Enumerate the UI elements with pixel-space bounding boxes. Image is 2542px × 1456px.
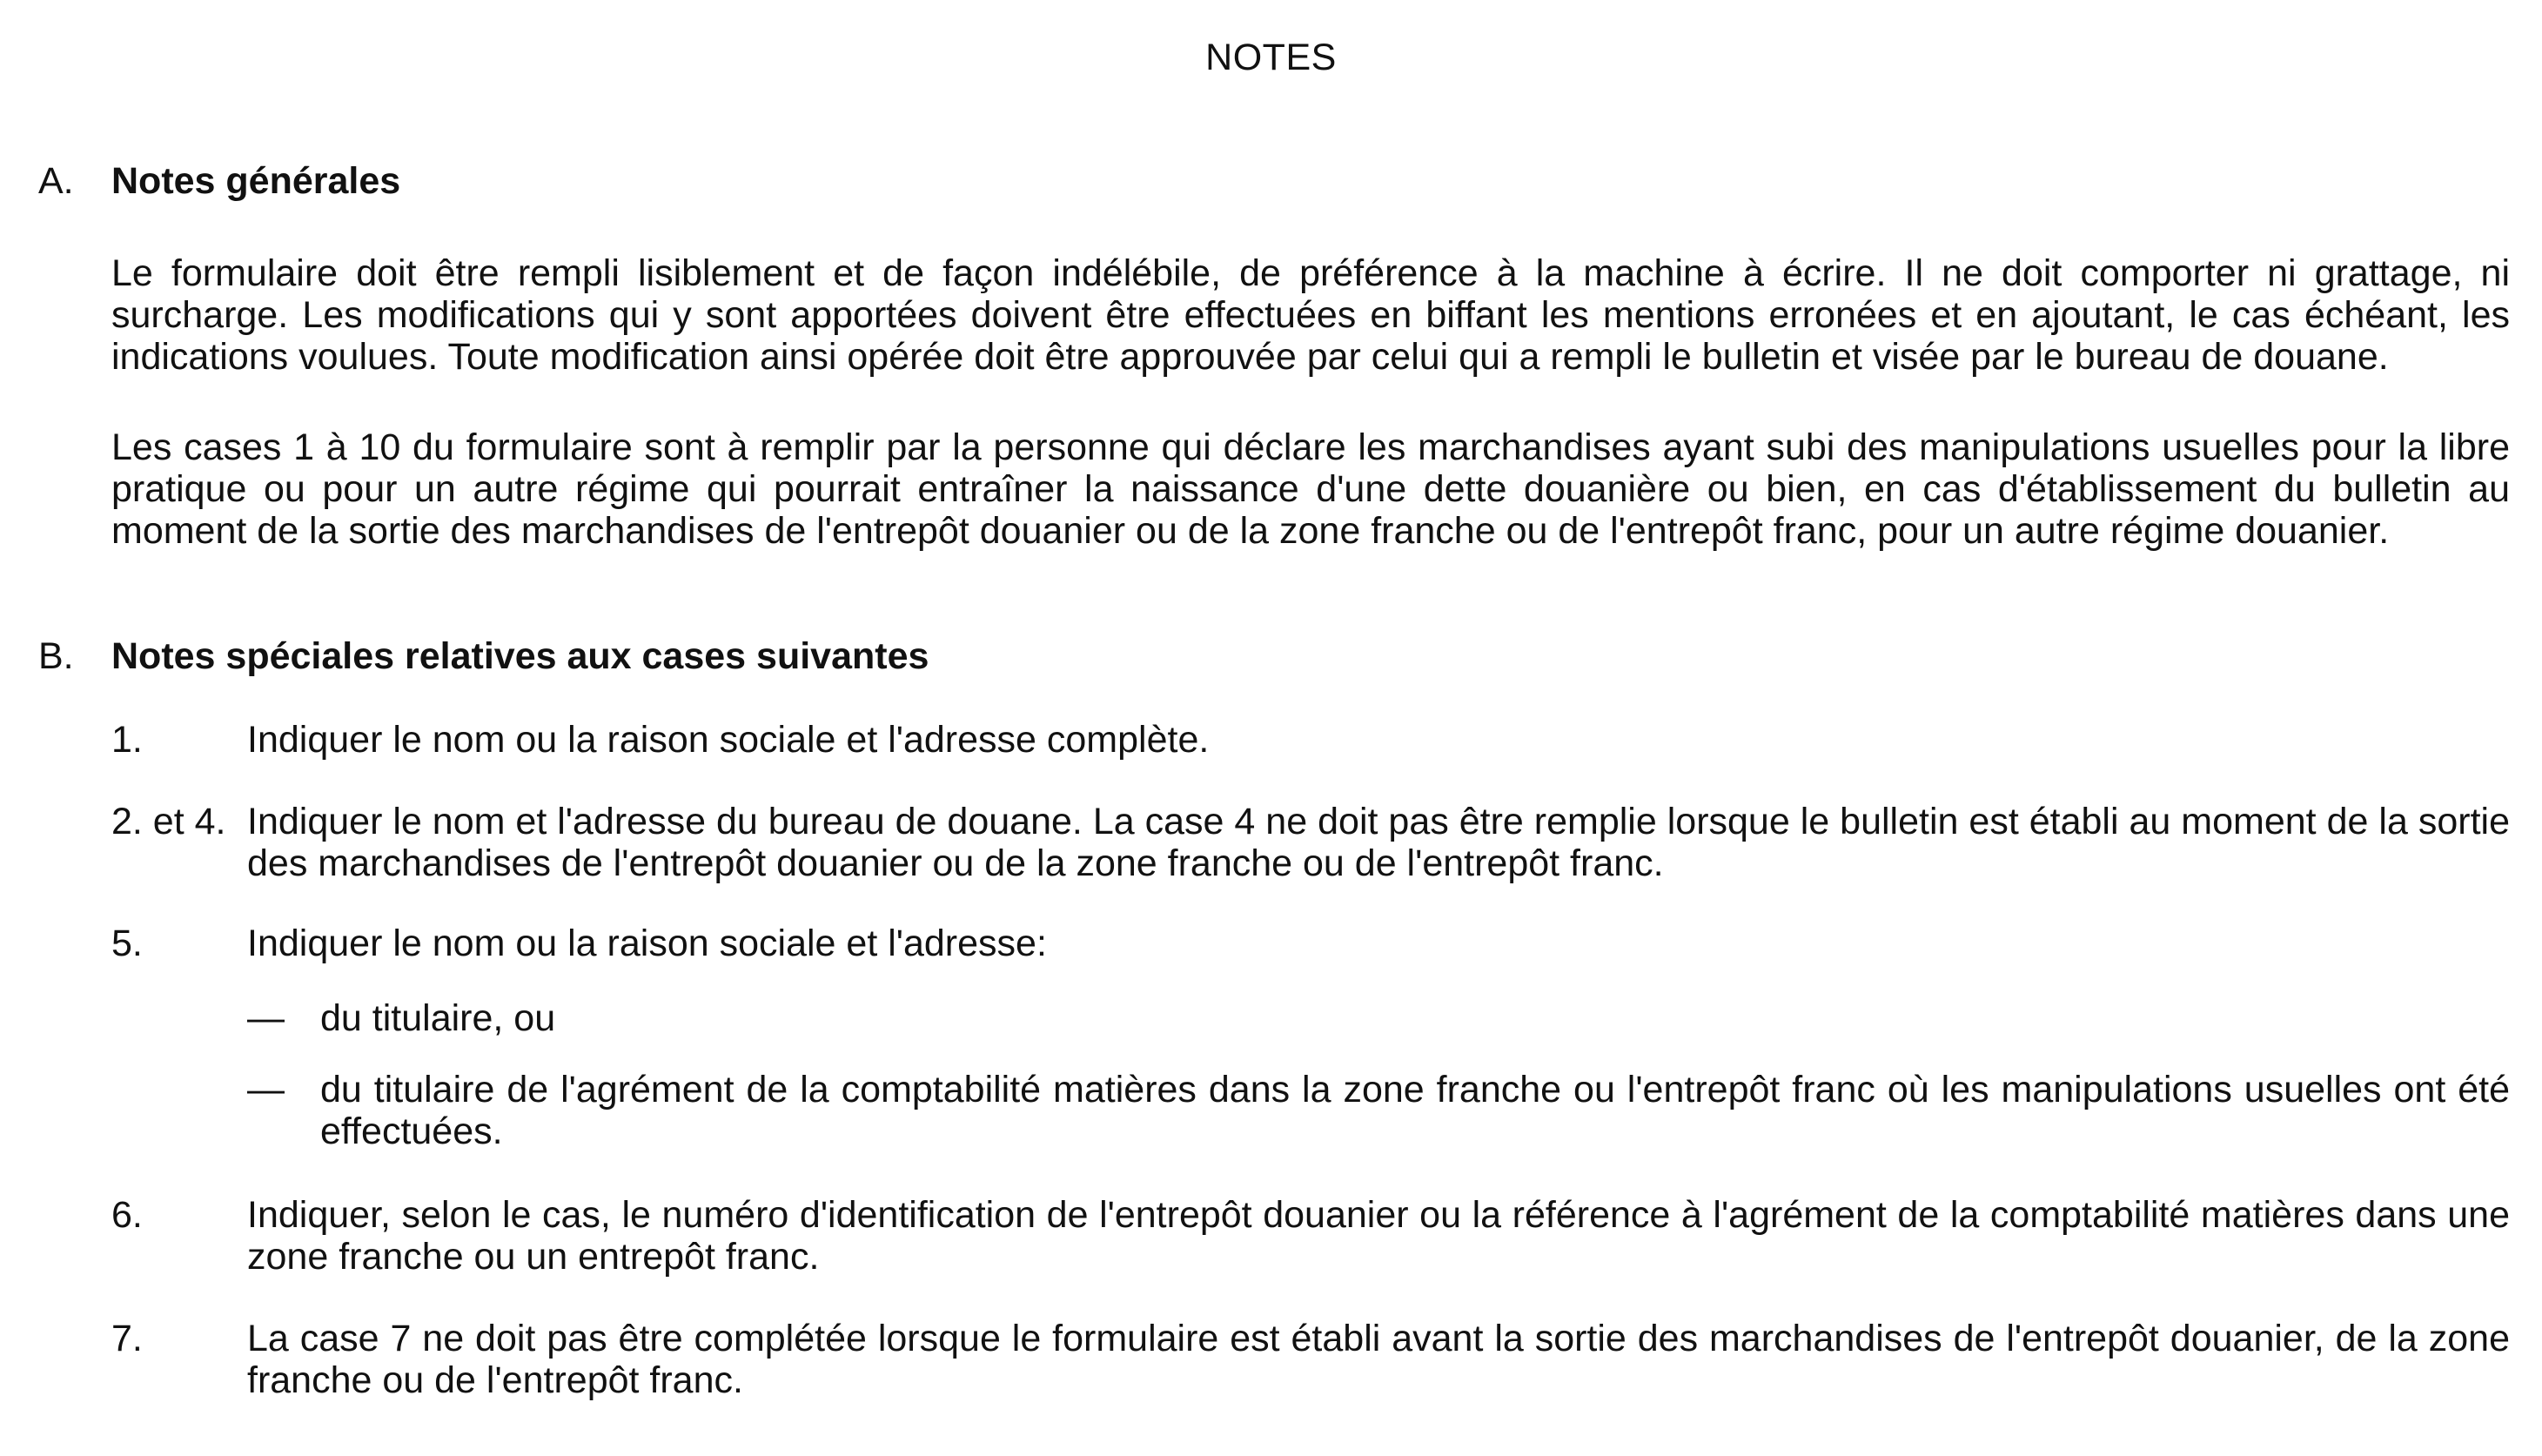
section-b-heading: [38, 635, 2510, 677]
section-a-heading: [38, 160, 2510, 202]
subitem-text: du titulaire de l'agrément de la comptabilité matières dans la zone franche ou l'entrepôt franc où les manipulations usuelles ont été effectuées.: [320, 1069, 2510, 1152]
page-title: NOTES: [1205, 37, 1337, 78]
note-item-number: 2. et 4.: [111, 801, 226, 842]
note-item-number: 5.: [111, 923, 143, 964]
section-a-paragraph-1: Le formulaire doit être rempli lisiblement et de façon indélébile, de préférence à la machine à écrire. Il ne doit comporter ni grattage, ni surcharge. Les modifications qui y sont apportées doivent être effectuées en biffant les mentions erronées et en ajoutant, le cas échéant, les indications voulues. Toute modification ainsi opérée doit être approuvée par celui qui a rempli le bulletin et visée par le bureau de douane.: [111, 252, 2510, 378]
note-item-text: Indiquer, selon le cas, le numéro d'identification de l'entrepôt douanier ou la référence à l'agrément de la comptabilité matières dans une zone franche ou un entrepôt franc.: [247, 1194, 2510, 1278]
section-b-title: Notes spéciales relatives aux cases suivantes: [111, 635, 929, 677]
note-item-number: 7.: [111, 1318, 143, 1359]
note-item-number: 1.: [111, 719, 143, 761]
note-item-number: 6.: [111, 1194, 143, 1236]
dash-bullet: —: [247, 997, 285, 1039]
section-a-paragraph-2: Les cases 1 à 10 du formulaire sont à remplir par la personne qui déclare les marchandises ayant subi des manipulations usuelles pour la libre pratique ou pour un autre régime qui pourrait entraîner la naissance d'une dette douanière ou bien, en cas d'établissement du bulletin au moment de la sortie des marchandises de l'entrepôt douanier ou de la zone franche ou de l'entrepôt franc, pour un autre régime douanier.: [111, 426, 2510, 552]
section-a-title: Notes générales: [111, 160, 401, 202]
subitem-text: du titulaire, ou: [320, 997, 556, 1039]
section-b-letter: B.: [38, 635, 74, 677]
note-item-text: La case 7 ne doit pas être complétée lorsque le formulaire est établi avant la sortie des marchandises de l'entrepôt douanier, de la zone franche ou de l'entrepôt franc.: [247, 1318, 2510, 1401]
section-a-letter: A.: [38, 160, 74, 202]
note-item-text: Indiquer le nom et l'adresse du bureau de douane. La case 4 ne doit pas être remplie lorsque le bulletin est établi au moment de la sortie des marchandises de l'entrepôt douanier ou de la zone franche ou de l'entrepôt franc.: [247, 801, 2510, 884]
note-item-text: Indiquer le nom ou la raison sociale et l'adresse:: [247, 923, 1047, 964]
note-item-text: Indiquer le nom ou la raison sociale et l'adresse complète.: [247, 719, 1210, 761]
dash-bullet: —: [247, 1069, 285, 1110]
